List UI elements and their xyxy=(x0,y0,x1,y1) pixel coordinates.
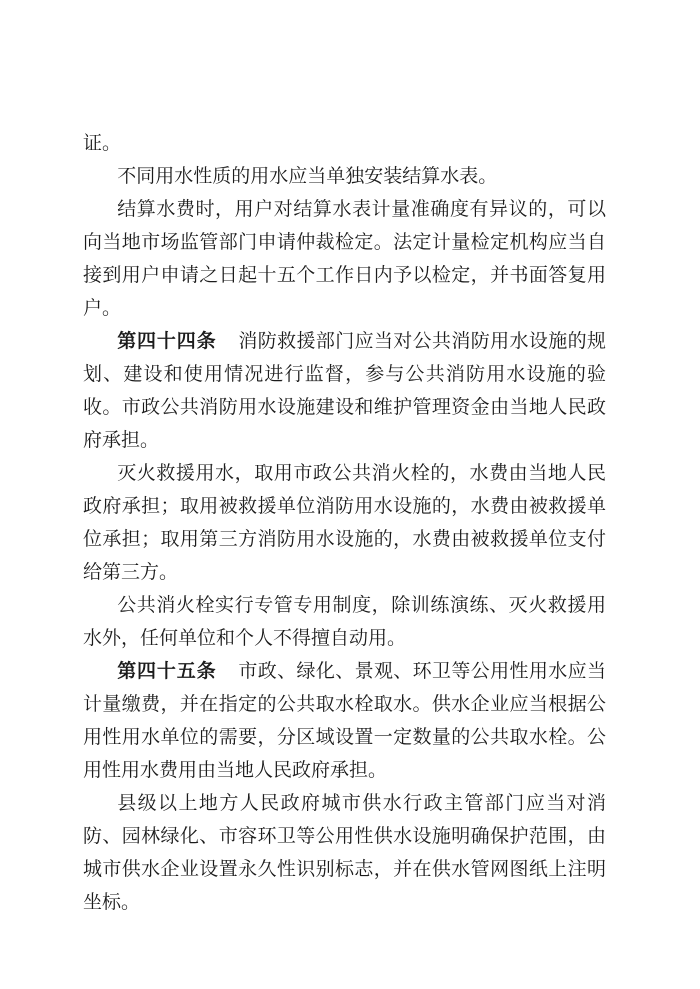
paragraph xyxy=(83,787,606,919)
paragraph-text: 证。 xyxy=(83,133,122,154)
paragraph-text: 公共消火栓实行专管专用制度，除训练演练、灭火救援用水外，任何单位和个人不得擅自动用。 xyxy=(83,595,606,649)
paragraph-text: 不同用水性质的用水应当单独安装结算水表。 xyxy=(117,166,498,187)
article-heading: 第四十五条 xyxy=(117,661,217,682)
paragraph xyxy=(83,193,606,325)
paragraph xyxy=(83,127,606,160)
paragraph xyxy=(83,655,606,787)
paragraph-text: 结算水费时，用户对结算水表计量准确度有异议的，可以向当地市场监管部门申请仲裁检定。法定计量检定机构应当自接到用户申请之日起十五个工作日内予以检定，并书面答复用户。 xyxy=(83,199,606,319)
paragraph xyxy=(83,160,606,193)
article-heading: 第四十四条 xyxy=(117,331,217,352)
paragraph-text: 灭火救援用水，取用市政公共消火栓的，水费由当地人民政府承担；取用被救援单位消防用水设施的，水费由被救援单位承担；取用第三方消防用水设施的，水费由被救援单位支付给第三方。 xyxy=(83,463,606,583)
paragraph xyxy=(83,457,606,589)
paragraph-text: 市政、绿化、景观、环卫等公用性用水应当计量缴费，并在指定的公共取水栓取水。供水企业应当根据公用性用水单位的需要，分区域设置一定数量的公共取水栓。公用性用水费用由当地人民政府承担。 xyxy=(83,661,606,781)
paragraph xyxy=(83,589,606,655)
paragraph xyxy=(83,325,606,457)
paragraph-text: 消防救援部门应当对公共消防用水设施的规划、建设和使用情况进行监督，参与公共消防用水设施的验收。市政公共消防用水设施建设和维护管理资金由当地人民政府承担。 xyxy=(83,331,606,451)
document-body xyxy=(83,127,606,919)
paragraph-text: 县级以上地方人民政府城市供水行政主管部门应当对消防、园林绿化、市容环卫等公用性供水设施明确保护范围，由城市供水企业设置永久性识别标志，并在供水管网图纸上注明坐标。 xyxy=(83,793,606,913)
